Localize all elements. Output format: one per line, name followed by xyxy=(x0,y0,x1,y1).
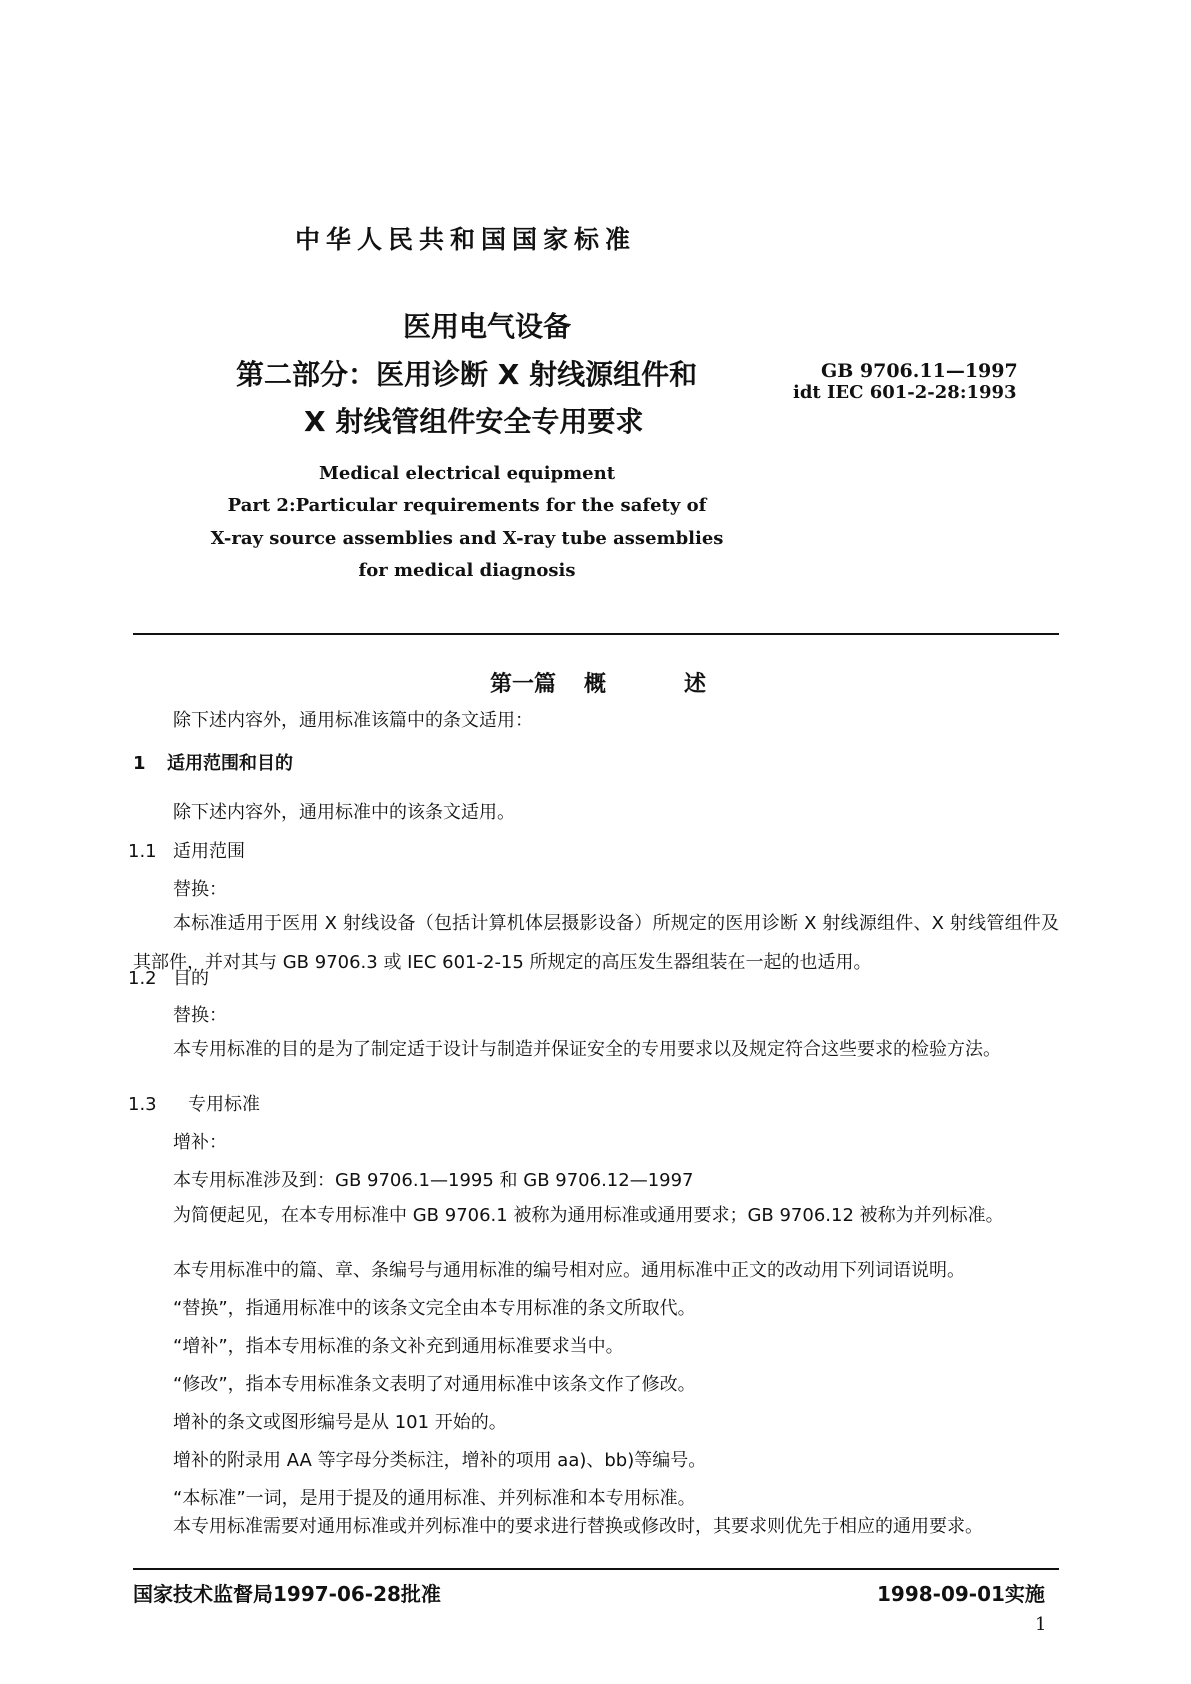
section-1-3-para-5: “增补”，指本专用标准的条文补充到通用标准要求当中。 xyxy=(173,1336,624,1357)
section-1-1-title: 适用范围 xyxy=(173,841,245,862)
cn-title-line-1: 医用电气设备 xyxy=(403,310,572,343)
effective-date: 1998-09-01实施 xyxy=(877,1582,1045,1606)
header-divider xyxy=(133,633,1059,635)
section-1-1-number: 1.1 xyxy=(128,841,157,862)
en-title-line-3: X-ray source assemblies and X-ray tube assemblies xyxy=(210,528,724,549)
part-heading xyxy=(490,667,706,698)
section-1-1-label: 替换： xyxy=(173,879,227,900)
standard-idt: idt IEC 601-2-28:1993 xyxy=(793,382,1017,403)
section-1-2-text: 本专用标准的目的是为了制定适于设计与制造并保证安全的专用要求以及规定符合这些要求的检验方法。 xyxy=(173,1039,1001,1060)
part-word-2: 述 xyxy=(684,672,707,697)
cn-title-line-2: 第二部分：医用诊断 X 射线源组件和 xyxy=(236,358,698,391)
en-title-line-2: Part 2:Particular requirements for the safety of xyxy=(227,495,707,516)
approval-info: 国家技术监督局1997-06-28批准 xyxy=(133,1582,441,1606)
section-1-3-para-9: “本标准”一词，是用于提及的通用标准、并列标准和本专用标准。 xyxy=(173,1488,696,1509)
section-1-3-para-10: 本专用标准需要对通用标准或并列标准中的要求进行替换或修改时，其要求则优先于相应的通用要求。 xyxy=(173,1516,983,1537)
section-1-3-para-6: “修改”，指本专用标准条文表明了对通用标准中该条文作了修改。 xyxy=(173,1374,696,1395)
section-1-3-number: 1.3 xyxy=(128,1094,157,1115)
intro-text: 除下述内容外，通用标准该篇中的条文适用： xyxy=(173,710,533,731)
cn-title-line-3: X 射线管组件安全专用要求 xyxy=(304,405,644,438)
footer-divider xyxy=(133,1568,1059,1570)
section-1-3-title: 专用标准 xyxy=(188,1094,260,1115)
en-title-line-1: Medical electrical equipment xyxy=(318,463,616,484)
section-1-3-para-3: 本专用标准中的篇、章、条编号与通用标准的编号相对应。通用标准中正文的改动用下列词语说明。 xyxy=(173,1260,965,1281)
part-number: 第一篇 xyxy=(490,672,557,697)
section-1-3-para-7: 增补的条文或图形编号是从 101 开始的。 xyxy=(173,1412,507,1433)
section-1-1-text: 本标准适用于医用 X 射线设备（包括计算机体层摄影设备）所规定的医用诊断 X 射线源组件、X 射线管组件及其部件，并对其与 GB 9706.3 或 IEC 601-2-15 所规定的高压发生器组装在一起的也适用。 xyxy=(133,913,1059,973)
part-word-1: 概 xyxy=(584,672,607,697)
national-standard-title: 中华人民共和国国家标准 xyxy=(295,225,637,254)
section-1-title: 适用范围和目的 xyxy=(167,753,293,774)
section-1-3-para-8: 增补的附录用 AA 等字母分类标注，增补的项用 aa)、bb)等编号。 xyxy=(173,1450,707,1471)
section-1-3-para-4: “替换”，指通用标准中的该条文完全由本专用标准的条文所取代。 xyxy=(173,1298,696,1319)
section-1-2-title: 目的 xyxy=(173,968,209,989)
standard-code: GB 9706.11—1997 xyxy=(821,360,1018,382)
section-1-3-para-2: 为简便起见，在本专用标准中 GB 9706.1 被称为通用标准或通用要求；GB 9706.12 被称为并列标准。 xyxy=(173,1205,1004,1226)
section-1-3-label: 增补： xyxy=(173,1132,227,1153)
page-number: 1 xyxy=(1035,1614,1047,1635)
en-title-line-4: for medical diagnosis xyxy=(358,560,576,581)
section-1-3-para-1: 本专用标准涉及到：GB 9706.1—1995 和 GB 9706.12—1997 xyxy=(173,1170,694,1191)
section-1-2-number: 1.2 xyxy=(128,968,157,989)
section-1-2-label: 替换： xyxy=(173,1005,227,1026)
section-1-number: 1 xyxy=(133,753,146,774)
section-1-text: 除下述内容外，通用标准中的该条文适用。 xyxy=(173,802,515,823)
